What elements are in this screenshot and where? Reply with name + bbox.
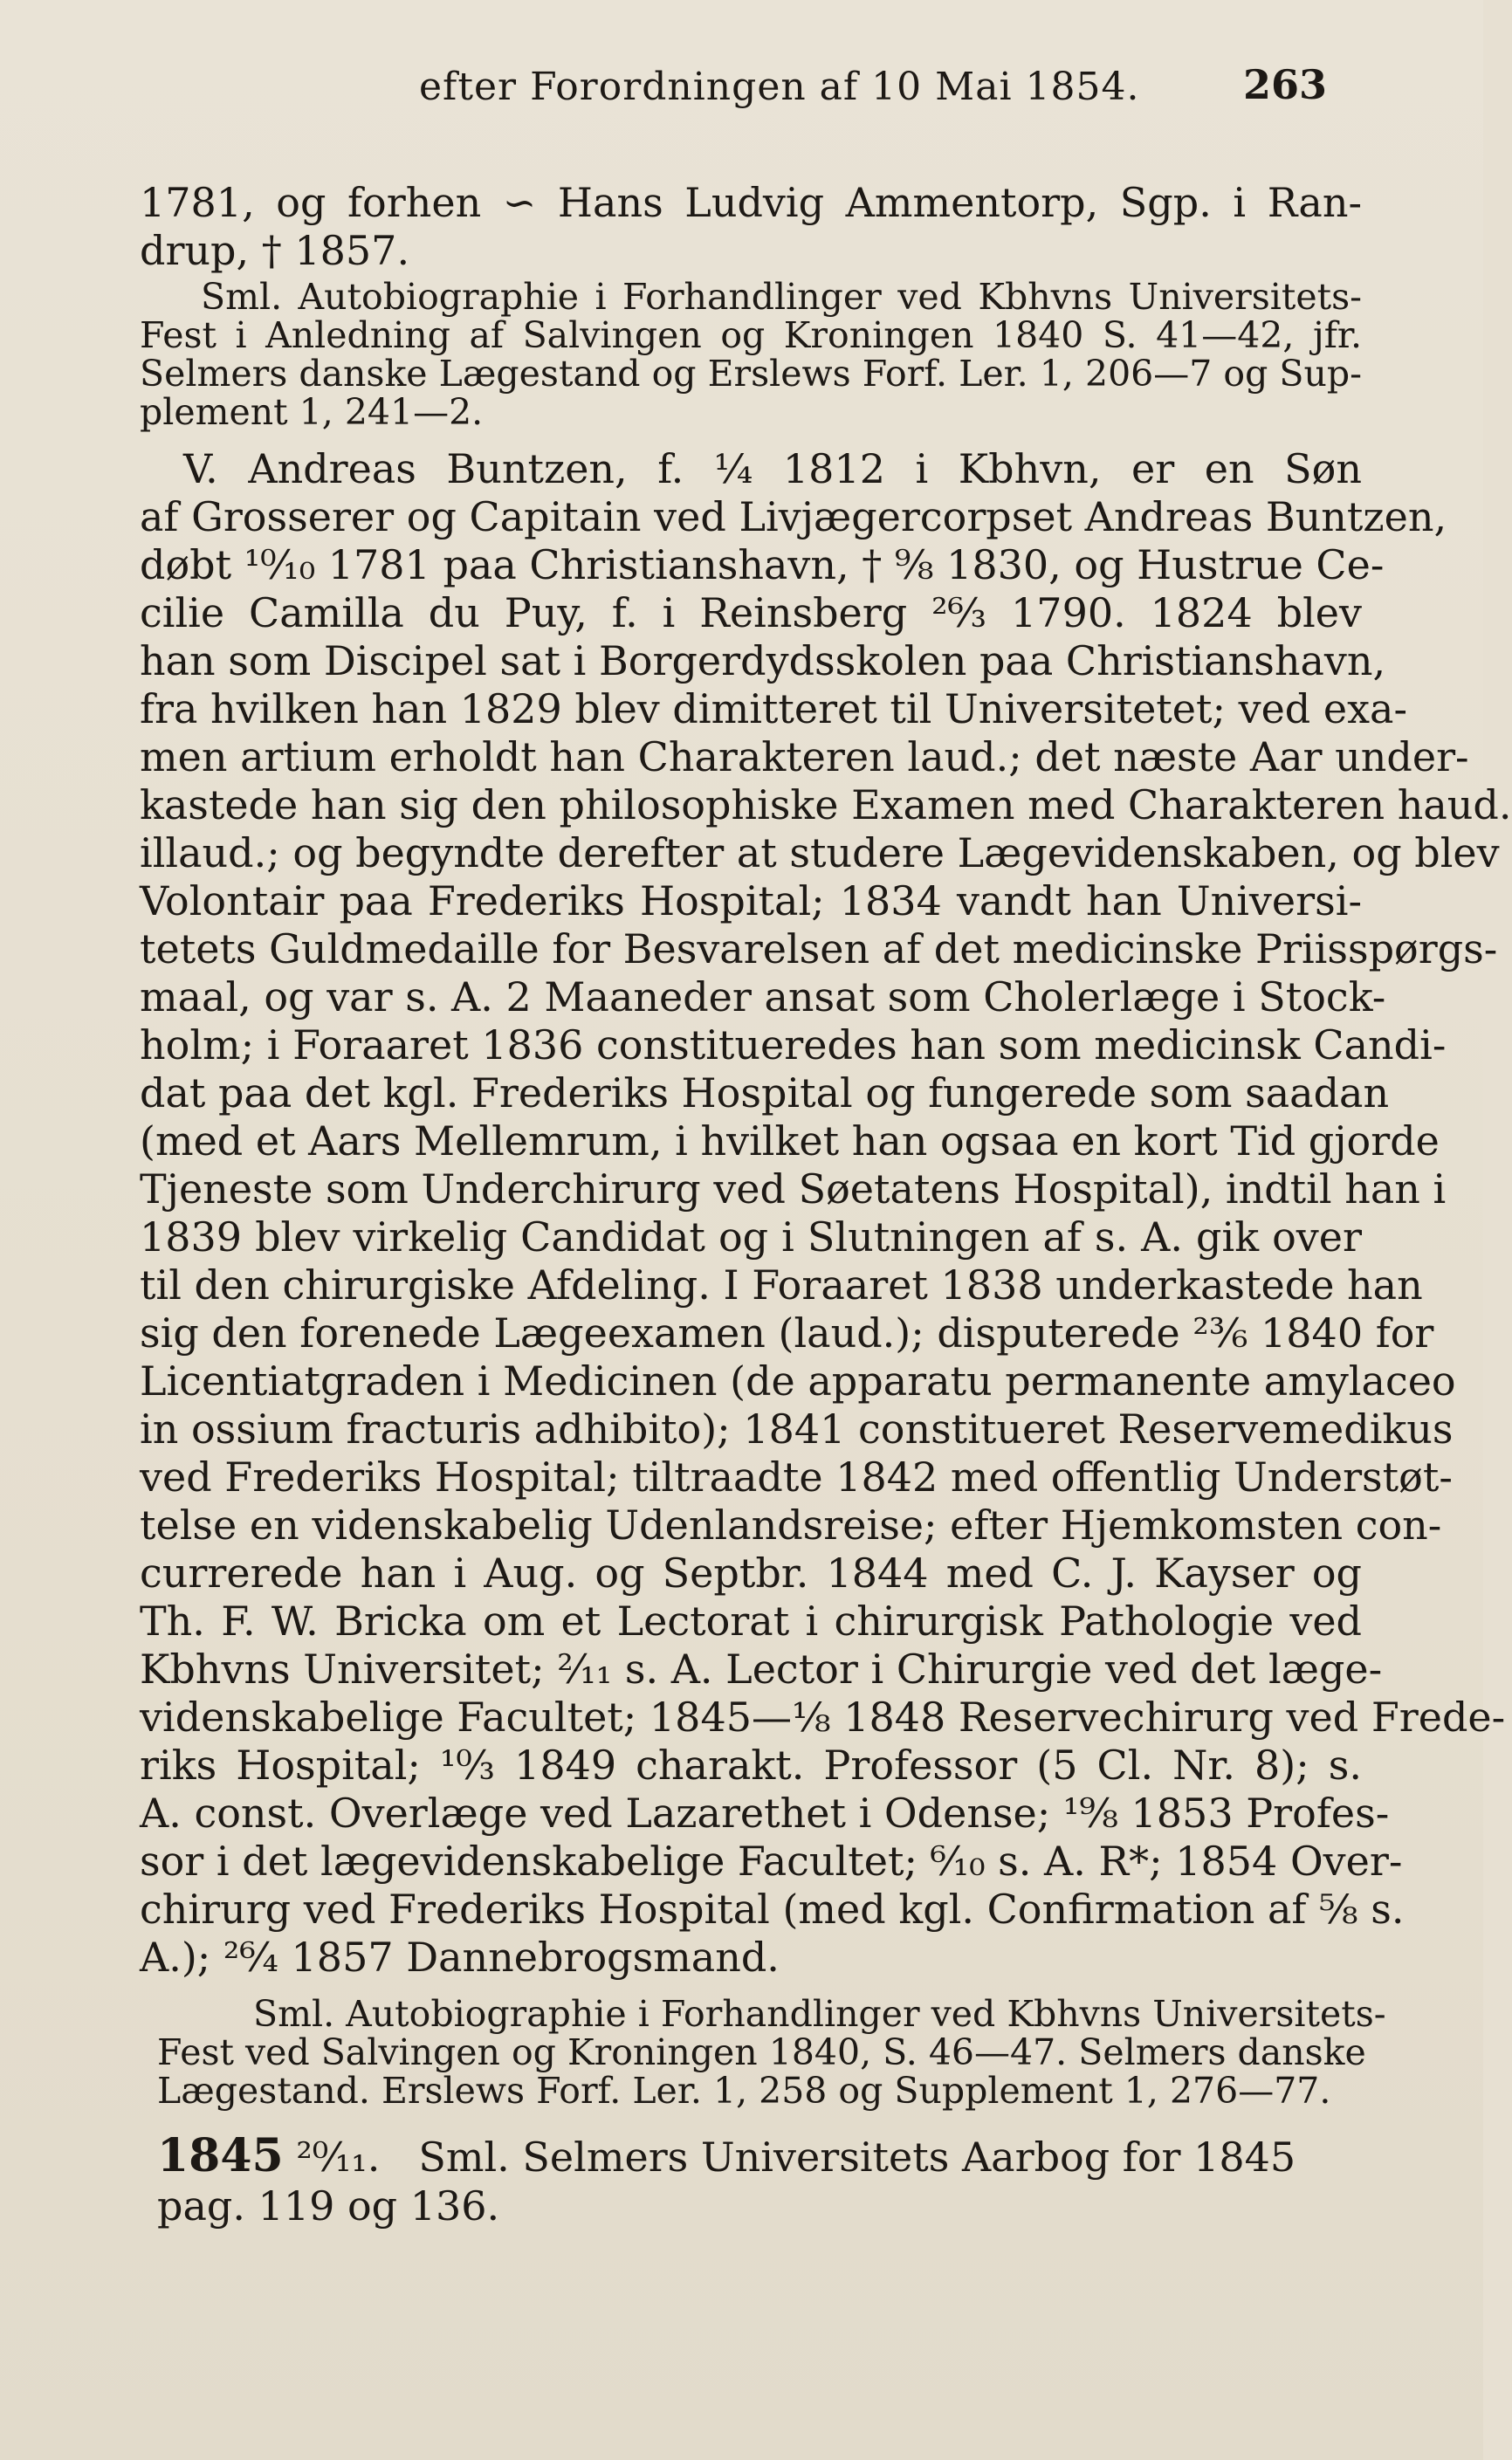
text-line: ved Frederiks Hospital; tiltraadte 1842 med offentlig Understøt-	[140, 1453, 1453, 1501]
text-line: currerede han i Aug. og Septbr. 1844 med C. J. Kayser og	[140, 1550, 1362, 1597]
previous-entry-sources	[140, 278, 1362, 431]
text-line: Kbhvns Universitet; ²⁄₁₁ s. A. Lector i Chirurgie ved det læge-	[140, 1646, 1383, 1693]
text-line: af Grosserer og Capitain ved Livjægercorpset Andreas Buntzen,	[140, 493, 1447, 540]
text-line: drup, † 1857.	[140, 227, 410, 274]
text-line: døbt ¹⁰⁄₁₀ 1781 paa Christianshavn, † ⁹⁄₈ 1830, og Hustrue Ce-	[140, 541, 1385, 588]
section-date: ²⁰⁄₁₁.	[296, 2134, 381, 2181]
entry-sources	[157, 1993, 1386, 2112]
running-head	[157, 61, 1327, 122]
source-line: Sml. Autobiographie i Forhandlinger ved Kbhvns Universitets-	[201, 276, 1362, 318]
text-line: fra hvilken han 1829 blev dimitteret til Universitetet; ved exa-	[140, 685, 1408, 732]
text-line: pag. 119 og 136.	[157, 2182, 500, 2230]
text-line: kastede han sig den philosophiske Examen med Charakteren haud.	[140, 781, 1512, 828]
source-line: Sml. Autobiographie i Forhandlinger ved Kbhvns Universitets-	[253, 1993, 1386, 2035]
text-line: V. Andreas Buntzen, f. ¼ 1812 i Kbhvn, er en Søn	[183, 445, 1362, 492]
previous-entry	[140, 179, 1362, 275]
text-line: tetets Guldmedaille for Besvarelsen af det medicinske Priisspørgs-	[140, 925, 1498, 972]
running-head-title: efter Forordningen af 10 Mai 1854.	[419, 65, 1140, 109]
text-line: men artium erholdt han Charakteren laud.; det næste Aar under-	[140, 733, 1469, 780]
text-line: holm; i Foraaret 1836 constitueredes han som medicinsk Candi-	[140, 1021, 1447, 1069]
source-line: plement 1, 241—2.	[140, 391, 484, 433]
source-line: Lægestand. Erslews Forf. Ler. 1, 258 og Supplement 1, 276—77.	[157, 2070, 1331, 2112]
text-line: chirurg ved Frederiks Hospital (med kgl. Confirmation af ⅝ s.	[140, 1886, 1405, 1933]
text-line: til den chirurgiske Afdeling. I Foraaret 1838 underkastede han	[140, 1261, 1423, 1309]
text-line: dat paa det kgl. Frederiks Hospital og fungerede som saadan	[140, 1069, 1390, 1117]
entry-buntzen	[140, 445, 1512, 1982]
year-heading-line	[157, 2130, 1362, 2182]
text-line: sor i det lægevidenskabelige Facultet; ⁶⁄₁₀ s. A. R*; 1854 Over-	[140, 1838, 1403, 1885]
text-line: riks Hospital; ¹⁰⁄₃ 1849 charakt. Professor (5 Cl. Nr. 8); s.	[140, 1742, 1362, 1789]
page-number: 263	[1242, 61, 1327, 108]
text-line: (med et Aars Mellemrum, i hvilket han ogsaa en kort Tid gjorde	[140, 1117, 1440, 1165]
text-line: 1781, og forhen ∽ Hans Ludvig Ammentorp, Sgp. i Ran-	[140, 179, 1362, 226]
text-line: cilie Camilla du Puy, f. i Reinsberg ²⁶⁄₃ 1790. 1824 blev	[140, 589, 1362, 636]
section-text: Sml. Selmers Universitets Aarbog for 1845	[418, 2134, 1296, 2181]
source-line: Fest ved Salvingen og Kroningen 1840, S. 46—47. Selmers danske	[157, 2031, 1366, 2073]
text-line: Th. F. W. Bricka om et Lectorat i chirurgisk Pathologie ved	[140, 1598, 1362, 1645]
text-line: maal, og var s. A. 2 Maaneder ansat som Cholerlæge i Stock-	[140, 973, 1386, 1020]
text-line: han som Discipel sat i Borgerdydsskolen paa Christianshavn,	[140, 637, 1386, 684]
year-section	[157, 2130, 1362, 2230]
source-line: Fest i Anledning af Salvingen og Kroningen 1840 S. 41—42, jfr.	[140, 314, 1362, 356]
text-line: videnskabelige Facultet; 1845—⅛ 1848 Reservechirurg ved Frede-	[140, 1694, 1506, 1741]
text-line: sig den forenede Lægeexamen (laud.); disputerede ²³⁄₆ 1840 for	[140, 1309, 1434, 1357]
text-line: in ossium fracturis adhibito); 1841 constitueret Reservemedikus	[140, 1405, 1454, 1453]
text-line: 1839 blev virkelig Candidat og i Slutningen af s. A. gik over	[140, 1213, 1362, 1261]
text-line: Volontair paa Frederiks Hospital; 1834 vandt han Universi-	[140, 877, 1362, 924]
source-line: Selmers danske Lægestand og Erslews Forf. Ler. 1, 206—7 og Sup-	[140, 353, 1362, 395]
text-line: telse en videnskabelig Udenlandsreise; efter Hjemkomsten con-	[140, 1501, 1442, 1549]
text-line: A.); ²⁶⁄₄ 1857 Dannebrogsmand.	[140, 1934, 780, 1981]
section-year: 1845	[157, 2129, 284, 2182]
text-line: A. const. Overlæge ved Lazarethet i Odense; ¹⁹⁄₈ 1853 Profes-	[140, 1790, 1390, 1837]
text-line: Licentiatgraden i Medicinen (de apparatu permanente amylaceo	[140, 1357, 1456, 1405]
text-line: illaud.; og begyndte derefter at studere Lægevidenskaben, og blev	[140, 829, 1500, 876]
text-line: Tjeneste som Underchirurg ved Søetatens Hospital), indtil han i	[140, 1165, 1447, 1213]
